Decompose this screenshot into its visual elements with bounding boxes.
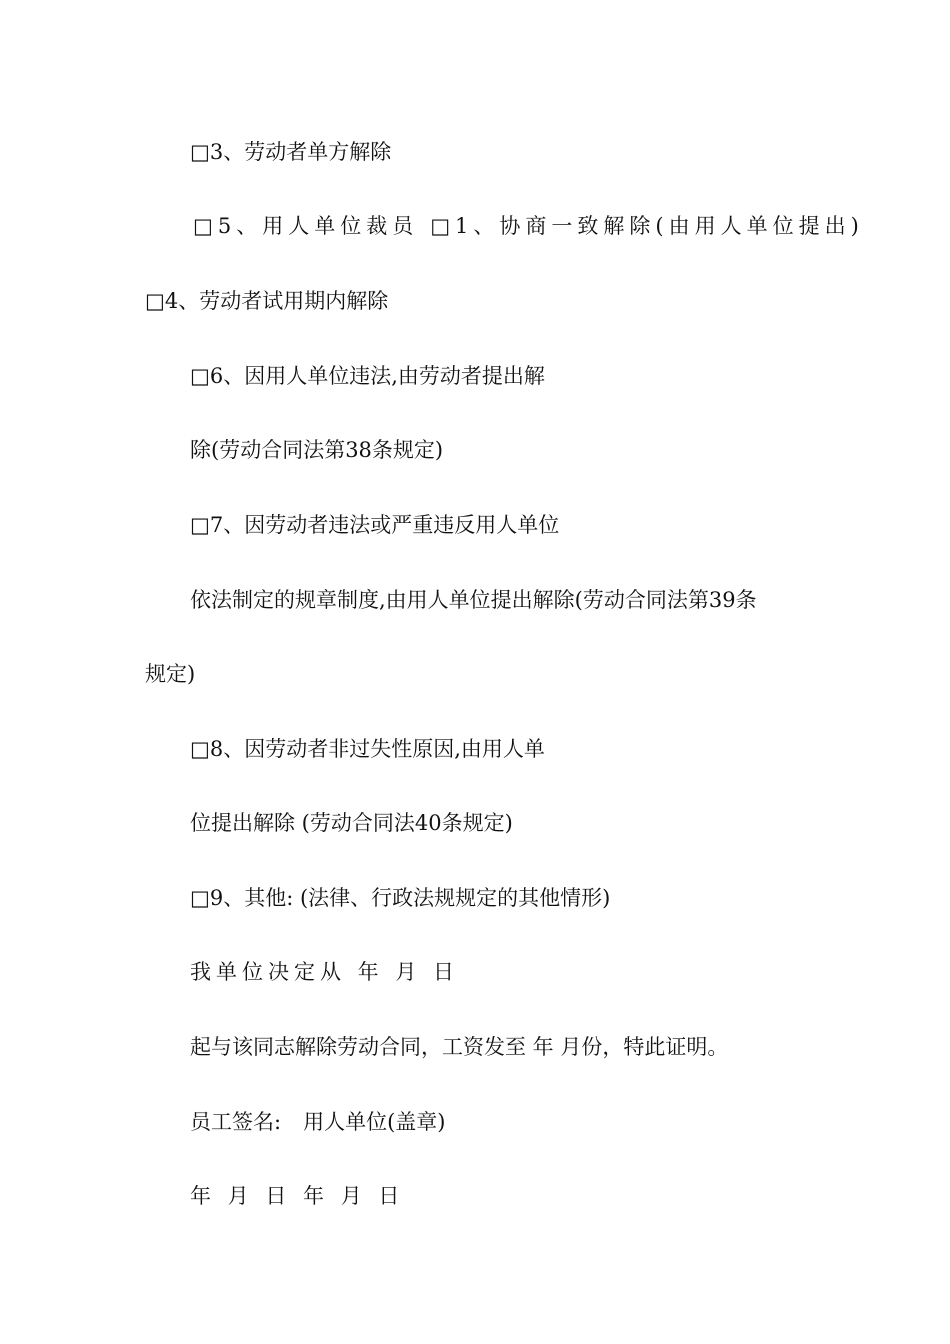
option-1-text: □1、协商一致解除(由用人单位提出) [430,214,864,238]
termination-statement-text: 起与该同志解除劳动合同，工资发至 年 月份，特此证明。 [190,1035,729,1059]
option-9-text: □9、其他: (法律、行政法规规定的其他情形) [190,886,611,910]
option-8-continuation [190,809,513,837]
option-9-line [190,884,610,912]
option-5-text: □5、用人单位裁员 [193,214,419,238]
option-4-text: □4、劳动者试用期内解除 [145,289,389,313]
decision-date-line [190,958,459,986]
decision-date-text: 我单位决定从 年 月 日 [190,960,460,984]
employee-signature-label: 员工签名: [190,1110,282,1134]
option-3-text: □3、劳动者单方解除 [190,140,392,164]
option-7-continuation-text: 依法制定的规章制度,由用人单位提出解除(劳动合同法第39条 [190,588,757,612]
option-6-continuation [190,436,443,464]
employer-seal-label: 用人单位(盖章) [303,1110,446,1134]
option-8-text: □8、因劳动者非过失性原因,由用人单 [190,737,545,761]
option-6-text: □6、因用人单位违法,由劳动者提出解 [190,364,545,388]
option-7-text: □7、因劳动者违法或严重违反用人单位 [190,513,560,537]
option-7-continuation [190,586,757,614]
option-3-line [190,138,391,166]
signature-dates-text: 年 月 日 年 月 日 [190,1184,405,1208]
option-7-line [190,511,559,539]
option-8-line [190,735,545,763]
option-8-continuation-text: 位提出解除 (劳动合同法40条规定) [190,811,513,835]
signature-dates-line [190,1182,404,1210]
signature-line [190,1108,445,1136]
option-6-line [190,362,545,390]
termination-statement-line [190,1033,728,1061]
option-6-continuation-text: 除(劳动合同法第38条规定) [190,438,444,462]
option-5-1-line [193,212,864,240]
option-4-line [145,287,388,315]
option-7-continuation-2-text: 规定) [145,662,196,686]
option-7-continuation-2 [145,660,195,688]
